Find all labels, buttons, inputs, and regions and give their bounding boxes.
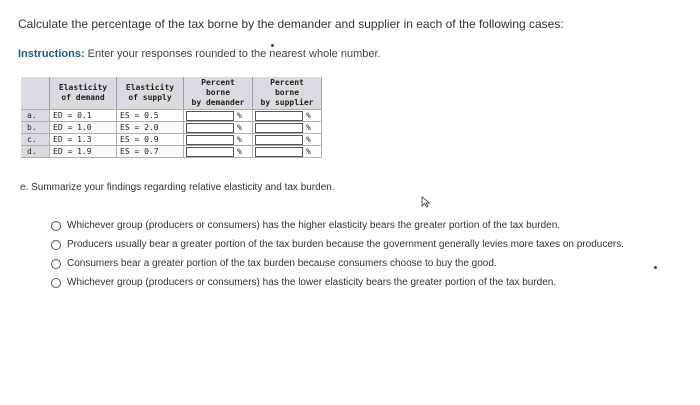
elasticity-table	[21, 77, 322, 158]
supplier-answer-input[interactable]	[255, 147, 303, 157]
demander-answer-input[interactable]	[186, 147, 234, 157]
instructions-text: Enter your responses rounded to the nearest whole number.	[84, 48, 381, 60]
row-label: d.	[21, 146, 50, 158]
percent-unit: %	[306, 111, 311, 120]
elasticity-supply-value: ES = 0.9	[117, 134, 184, 146]
table-row	[21, 110, 322, 122]
summary-question: e. Summarize your findings regarding relative elasticity and tax burden.	[20, 182, 335, 193]
table-row	[21, 146, 322, 158]
percent-unit: %	[306, 147, 311, 156]
table-row	[21, 134, 322, 146]
supplier-cell	[253, 146, 322, 158]
demander-answer-input[interactable]	[186, 135, 234, 145]
stray-dot	[271, 44, 274, 47]
demander-cell	[184, 110, 253, 122]
radio-button[interactable]	[51, 259, 61, 269]
table-row	[21, 122, 322, 134]
supplier-answer-input[interactable]	[255, 135, 303, 145]
elasticity-demand-value: ED = 1.9	[50, 146, 117, 158]
supplier-cell	[253, 134, 322, 146]
stray-dot	[654, 266, 657, 269]
row-label-header	[21, 77, 50, 110]
percent-unit: %	[306, 135, 311, 144]
demander-answer-input[interactable]	[186, 123, 234, 133]
header-elasticity-supply: Elasticity of supply	[117, 77, 184, 110]
mouse-cursor-icon	[421, 196, 431, 208]
row-label: a.	[21, 110, 50, 122]
option-lower-elasticity[interactable]	[51, 273, 624, 292]
percent-unit: %	[306, 123, 311, 132]
demander-cell	[184, 122, 253, 134]
elasticity-demand-value: ED = 1.0	[50, 122, 117, 134]
demander-cell	[184, 134, 253, 146]
table-header-row	[21, 77, 322, 110]
elasticity-demand-value: ED = 1.3	[50, 134, 117, 146]
option-consumers-bear-more[interactable]	[51, 254, 624, 273]
summary-options	[51, 216, 624, 292]
supplier-answer-input[interactable]	[255, 111, 303, 121]
percent-unit: %	[237, 135, 242, 144]
header-percent-supplier: Percent borne by supplier	[253, 77, 322, 110]
radio-button[interactable]	[51, 221, 61, 231]
option-producers-bear-more[interactable]	[51, 235, 624, 254]
question-text: Calculate the percentage of the tax borne by the demander and supplier in each of the following cases:	[18, 17, 564, 31]
row-label: c.	[21, 134, 50, 146]
option-higher-elasticity[interactable]	[51, 216, 624, 235]
supplier-cell	[253, 122, 322, 134]
percent-unit: %	[237, 147, 242, 156]
percent-unit: %	[237, 123, 242, 132]
elasticity-supply-value: ES = 0.5	[117, 110, 184, 122]
demander-answer-input[interactable]	[186, 111, 234, 121]
option-label: Whichever group (producers or consumers) has the higher elasticity bears the greater portion of the tax burden.	[67, 220, 561, 231]
elasticity-supply-value: ES = 0.7	[117, 146, 184, 158]
header-elasticity-demand: Elasticity of demand	[50, 77, 117, 110]
instructions	[18, 48, 381, 60]
radio-button[interactable]	[51, 278, 61, 288]
supplier-cell	[253, 110, 322, 122]
instructions-label: Instructions:	[18, 48, 85, 60]
row-label: b.	[21, 122, 50, 134]
supplier-answer-input[interactable]	[255, 123, 303, 133]
radio-button[interactable]	[51, 240, 61, 250]
option-label: Producers usually bear a greater portion of the tax burden because the government generally levies more taxes on producers.	[67, 239, 624, 250]
header-percent-demander: Percent borne by demander	[184, 77, 253, 110]
percent-unit: %	[237, 111, 242, 120]
elasticity-supply-value: ES = 2.0	[117, 122, 184, 134]
option-label: Whichever group (producers or consumers) has the lower elasticity bears the greater portion of the tax burden.	[67, 277, 557, 288]
demander-cell	[184, 146, 253, 158]
elasticity-demand-value: ED = 0.1	[50, 110, 117, 122]
option-label: Consumers bear a greater portion of the tax burden because consumers choose to buy the good.	[67, 258, 497, 269]
